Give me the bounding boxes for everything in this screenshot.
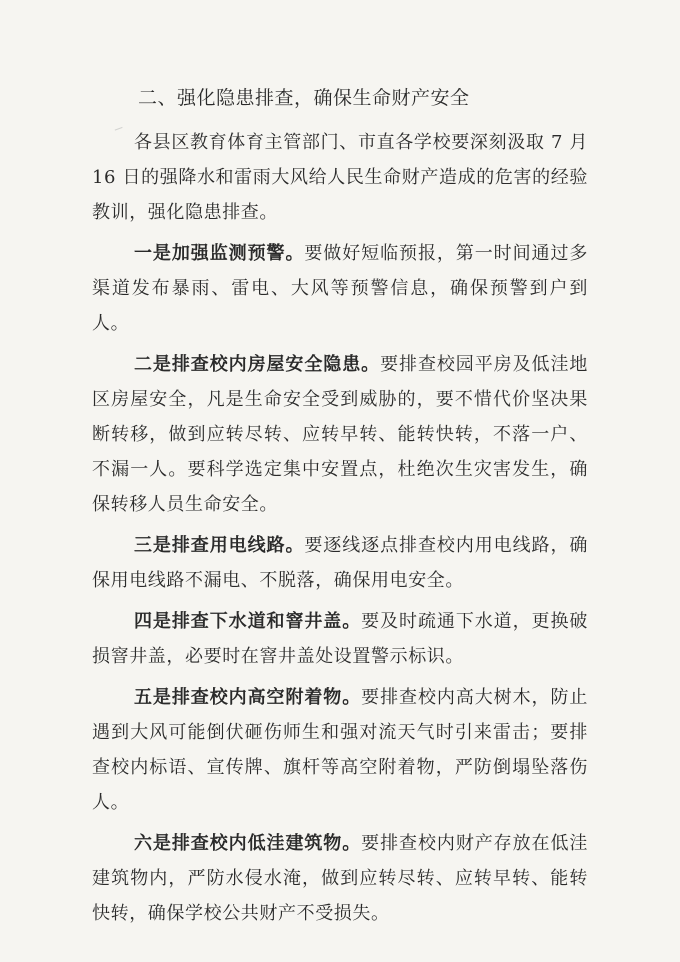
item-lead-5: 五是排查校内高空附着物。 [134,687,362,708]
document-body [92,84,588,937]
intro-paragraph: 各县区教育体育主管部门、市直各学校要深刻汲取 7 月 16 日的强降水和雷雨大风给人民生命财产造成的危害的经验教训，强化隐患排查。 [92,132,588,223]
item-paragraph-4 [92,604,588,674]
section-heading: 二、强化隐患排查，确保生命财产安全 [138,87,470,109]
item-text-5: 要排查校内高大树木，防止遇到大风可能倒伏砸伤师生和强对流天气时引来雷击；要排查校内标语、宣传牌、旗杆等高空附着物，严防倒塌坠落伤人。 [92,687,589,813]
item-text-2: 要排查校园平房及低洼地区房屋安全，凡是生命安全受到威胁的，要不惜代价坚决果断转移，做到应转尽转、应转早转、能转快转，不落一户、不漏一人。要科学选定集中安置点，杜绝次生灾害发生，确保转移人员生命安全。 [92,354,588,515]
item-paragraph-3 [92,528,588,598]
item-paragraph-6 [92,826,588,931]
item-lead-4: 四是排查下水道和窨井盖。 [134,611,362,632]
item-text-6: 要排查校内财产存放在低洼建筑物内，严防水侵水淹，做到应转尽转、应转早转、能转快转，确保学校公共财产不受损失。 [92,833,589,924]
item-paragraph-5 [92,680,588,820]
item-paragraph-1 [92,236,588,341]
item-lead-6: 六是排查校内低洼建筑物。 [134,833,362,854]
item-lead-3: 三是排查用电线路。 [134,535,305,556]
item-lead-1: 一是加强监测预警。 [134,243,305,264]
item-text-4: 要及时疏通下水道，更换破损窨井盖，必要时在窨井盖处设置警示标识。 [92,611,589,667]
item-lead-2: 二是排查校内房屋安全隐患。 [134,354,381,375]
item-paragraph-2 [92,347,588,522]
item-text-1: 要做好短临预报，第一时间通过多渠道发布暴雨、雷电、大风等预警信息，确保预警到户到人。 [92,243,588,334]
item-text-3: 要逐线逐点排查校内用电线路，确保用电线路不漏电、不脱落，确保用电安全。 [92,535,588,591]
